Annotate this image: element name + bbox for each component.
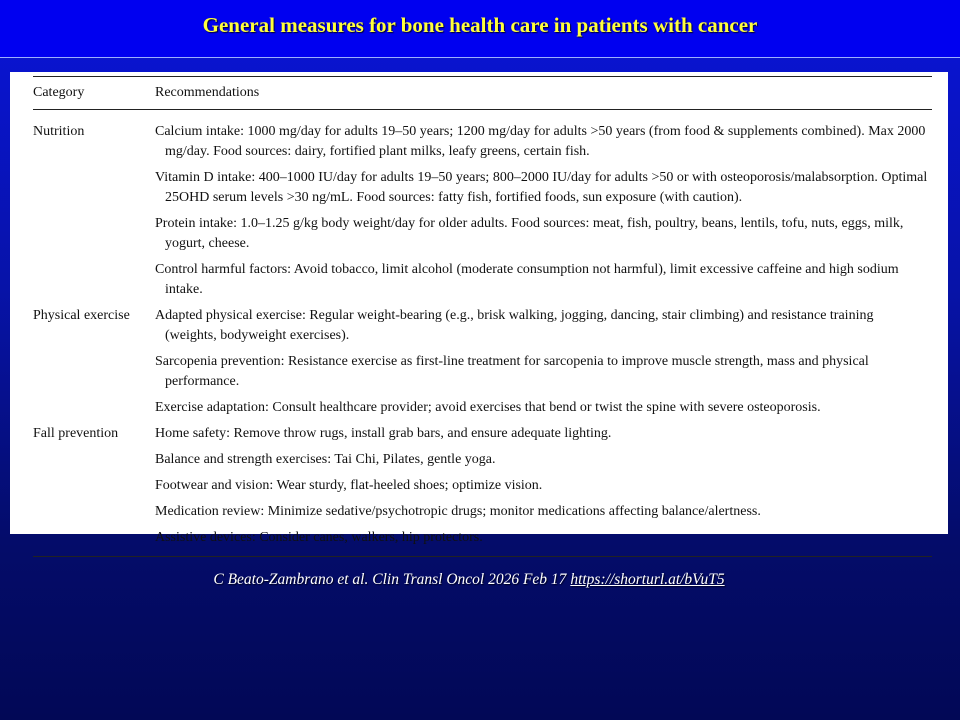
- recommendation-cell: Footwear and vision: Wear sturdy, flat-heeled shoes; optimize vision.: [155, 478, 543, 493]
- title-bar: [0, 0, 960, 58]
- recommendation-cell: Vitamin D intake: 400–1000 IU/day for adults 19–50 years; 800–2000 IU/day for adults >50 or with osteoporosis/malabsorption. Optimal 25OHD serum levels >30 ng/mL. Food sources: fatty fish, fortified foods, sun exposure (with caution).: [155, 170, 928, 205]
- category-cell: [33, 472, 155, 498]
- recommendations-table: [33, 76, 932, 557]
- recommendation-cell: Sarcopenia prevention: Resistance exercise as first-line treatment for sarcopenia to improve muscle strength, mass and physical performance.: [155, 354, 869, 389]
- table-row: [33, 524, 932, 557]
- category-cell: [33, 524, 155, 557]
- category-cell: Fall prevention: [33, 426, 119, 441]
- citation: [0, 571, 938, 589]
- category-cell: [33, 210, 155, 256]
- recommendation-cell: Adapted physical exercise: Regular weight-bearing (e.g., brisk walking, jogging, dancing, stair climbing) and resistance training (weights, bodyweight exercises).: [155, 308, 874, 343]
- header-category: Category: [33, 77, 155, 110]
- table-row: [33, 302, 932, 348]
- recommendation-cell: Protein intake: 1.0–1.25 g/kg body weight/day for older adults. Food sources: meat, fish, poultry, beans, lentils, tofu, nuts, eggs, milk, yogurt, cheese.: [155, 216, 904, 251]
- recommendation-cell: Home safety: Remove throw rugs, install grab bars, and ensure adequate lighting.: [155, 426, 612, 441]
- citation-link[interactable]: https://shorturl.at/bVuT5: [570, 571, 725, 588]
- table-row: [33, 446, 932, 472]
- table-row: [33, 256, 932, 302]
- category-cell: [33, 498, 155, 524]
- category-cell: [33, 256, 155, 302]
- slide-title: General measures for bone health care in patients with cancer: [202, 13, 758, 37]
- table-row: [33, 472, 932, 498]
- category-cell: Nutrition: [33, 124, 85, 139]
- citation-text: C Beato-Zambrano et al. Clin Transl Oncol 2026 Feb 17: [213, 571, 571, 588]
- table-row: [33, 110, 932, 165]
- recommendation-cell: Medication review: Minimize sedative/psychotropic drugs; monitor medications affecting balance/alertness.: [155, 504, 761, 519]
- category-cell: [33, 164, 155, 210]
- recommendation-cell: Assistive devices: Consider canes, walkers, hip protectors.: [155, 524, 932, 557]
- table-row: [33, 348, 932, 394]
- category-cell: [33, 348, 155, 394]
- table-header-row: [33, 77, 932, 110]
- table-row: [33, 420, 932, 446]
- table-row: [33, 210, 932, 256]
- recommendation-cell: Control harmful factors: Avoid tobacco, limit alcohol (moderate consumption not harmful), limit excessive caffeine and high sodium intake.: [155, 262, 899, 297]
- header-recommendations: Recommendations: [155, 77, 932, 110]
- table-row: [33, 498, 932, 524]
- table-row: [33, 164, 932, 210]
- category-cell: Physical exercise: [33, 308, 130, 323]
- table-panel: [10, 72, 948, 545]
- category-cell: [33, 394, 155, 420]
- table-row: [33, 394, 932, 420]
- recommendation-cell: Balance and strength exercises: Tai Chi, Pilates, gentle yoga.: [155, 452, 496, 467]
- recommendation-cell: Exercise adaptation: Consult healthcare provider; avoid exercises that bend or twist the spine with severe osteoporosis.: [155, 400, 821, 415]
- recommendation-cell: Calcium intake: 1000 mg/day for adults 19–50 years; 1200 mg/day for adults >50 years (from food & supplements combined). Max 2000 mg/day. Food sources: dairy, fortified plant milks, leafy greens, certain fish.: [155, 124, 926, 159]
- category-cell: [33, 446, 155, 472]
